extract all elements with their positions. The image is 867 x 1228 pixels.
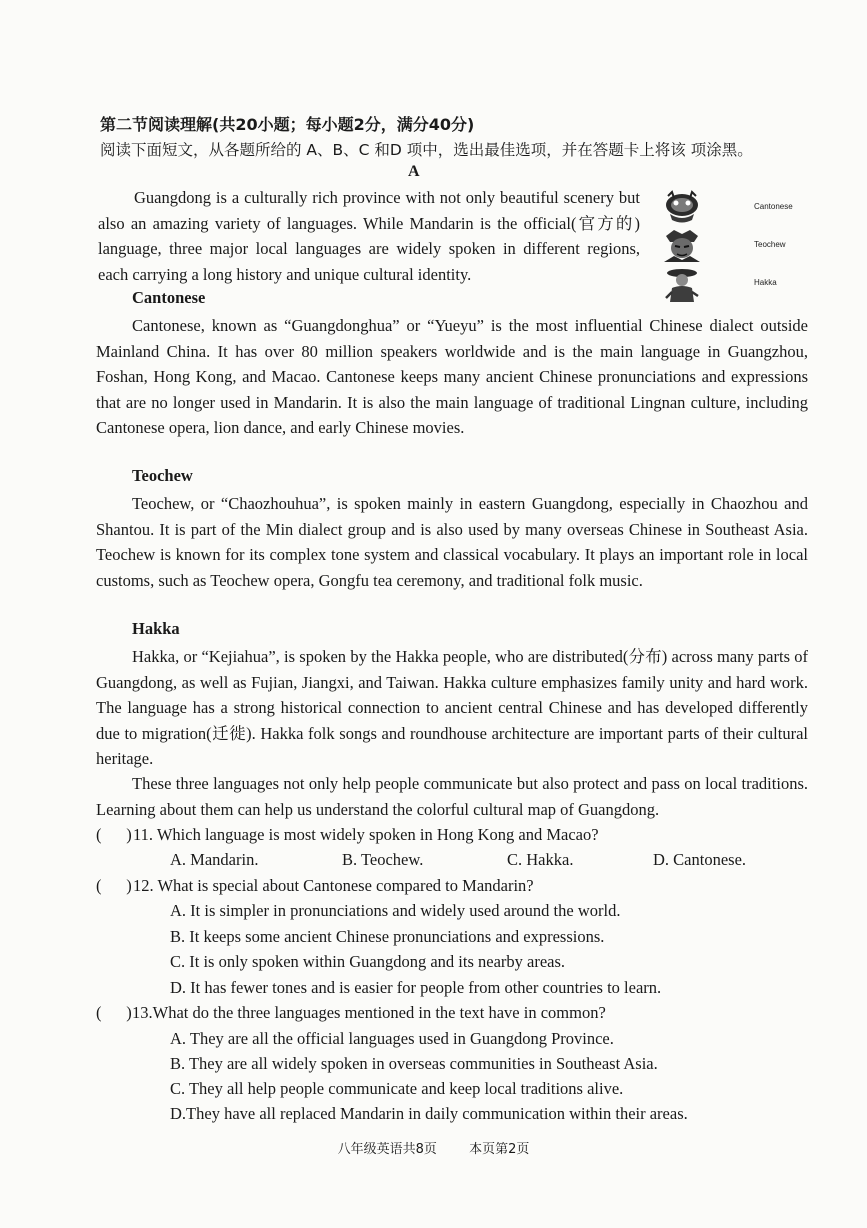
answer-blank[interactable]: ( ) <box>96 876 132 895</box>
page-footer <box>0 1138 867 1157</box>
figure-row-hakka <box>660 266 810 302</box>
cantonese-paragraph: Cantonese, known as “Guangdonghua” or “Yueyu” is the most influential Chinese dialect outside Mainland China. It has over 80 million speakers worldwide and is the main language in Guangzhou, Foshan, Hong Kong, and Macao. Cantonese keeps many ancient Chinese pronunciations and expressions that are no longer used in Mandarin. It is also the main language of traditional Lingnan culture, including Cantonese opera, lion dance, and early Chinese movies. <box>96 316 808 437</box>
hakka-figure-icon <box>660 266 704 302</box>
language-figure <box>660 190 810 302</box>
instructions: 阅读下面短文，从各题所给的 A、B、C 和D 项中，选出最佳选项，并在答题卡上将该 项涂黑。 <box>100 141 753 159</box>
teochew-paragraph: Teochew, or “Chaozhouhua”, is spoken mainly in eastern Guangdong, especially in Chaozhou and Shantou. It is part of the Min dialect group and is also used by many overseas Chinese in Southeast Asia. Teochew is known for its complex tone system and classical vocabulary. It plays an important role in local customs, such as Teochew opera, Gongfu tea ceremony, and traditional folk music. <box>96 494 808 590</box>
conclusion-paragraph: These three languages not only help people communicate but also protect and pass on local traditions. Learning about them can help us understand the colorful cultural map of Guangdong. <box>96 774 808 819</box>
figure-label-teochew: Teochew <box>754 240 786 249</box>
question-stem: 11. Which language is most widely spoken in Hong Kong and Macao? <box>133 825 599 844</box>
option-a: A. It is simpler in pronunciations and widely used around the world. <box>170 901 621 920</box>
option-d: D. Cantonese. <box>653 850 747 869</box>
footer-page-number: 本页第2页 <box>469 1142 530 1157</box>
option-d: D. It has fewer tones and is easier for people from other countries to learn. <box>170 978 662 997</box>
footer-total-pages: 八年级英语共8页 <box>337 1142 437 1157</box>
answer-blank[interactable]: ( ) <box>96 825 132 844</box>
answer-blank[interactable]: ( ) <box>96 1003 132 1022</box>
passage-letter: A <box>408 163 420 180</box>
option-b: B. It keeps some ancient Chinese pronunciations and expressions. <box>170 927 605 946</box>
option-b: B. Teochew. <box>342 850 424 869</box>
question-stem: 12. What is special about Cantonese compared to Mandarin? <box>133 876 534 895</box>
option-a: A. Mandarin. <box>170 850 259 869</box>
option-a: A. They are all the official languages used in Guangdong Province. <box>170 1029 614 1048</box>
option-c: C. Hakka. <box>507 850 574 869</box>
lion-dance-icon <box>660 190 704 226</box>
option-c: C. It is only spoken within Guangdong and its nearby areas. <box>170 952 566 971</box>
question-stem: 13.What do the three languages mentioned in the text have in common? <box>132 1003 606 1022</box>
figure-row-teochew <box>660 228 810 264</box>
figure-label-hakka: Hakka <box>754 278 777 287</box>
opera-mask-icon <box>660 228 704 264</box>
section-title: 第二节阅读理解(共20小题；每小题2分，满分40分) <box>100 115 475 134</box>
cantonese-heading: Cantonese <box>132 288 206 307</box>
option-d: D.They have all replaced Mandarin in daily communication within their areas. <box>170 1104 688 1123</box>
hakka-heading: Hakka <box>132 619 180 638</box>
option-c: C. They all help people communicate and keep local traditions alive. <box>170 1079 624 1098</box>
option-b: B. They are all widely spoken in overseas communities in Southeast Asia. <box>170 1054 658 1073</box>
hakka-paragraph: Hakka, or “Kejiahua”, is spoken by the Hakka people, who are distributed(分布) across many parts of Guangdong, as well as Fujian, Jiangxi, and Taiwan. Hakka culture emphasizes family unity and hard work. The language has a strong historical connection to ancient central Chinese and has developed differently due to migration(迁徙). Hakka folk songs and roundhouse architecture are important parts of their cultural heritage. <box>96 647 808 768</box>
figure-row-cantonese <box>660 190 810 226</box>
figure-label-cantonese: Cantonese <box>754 202 793 211</box>
passage-intro: Guangdong is a culturally rich province with not only beautiful scenery but also an amazing variety of languages. While Mandarin is the official(官方的) language, three major local languages are widely spoken in different regions, each carrying a long history and unique cultural identity. <box>98 188 640 284</box>
teochew-heading: Teochew <box>132 466 193 485</box>
